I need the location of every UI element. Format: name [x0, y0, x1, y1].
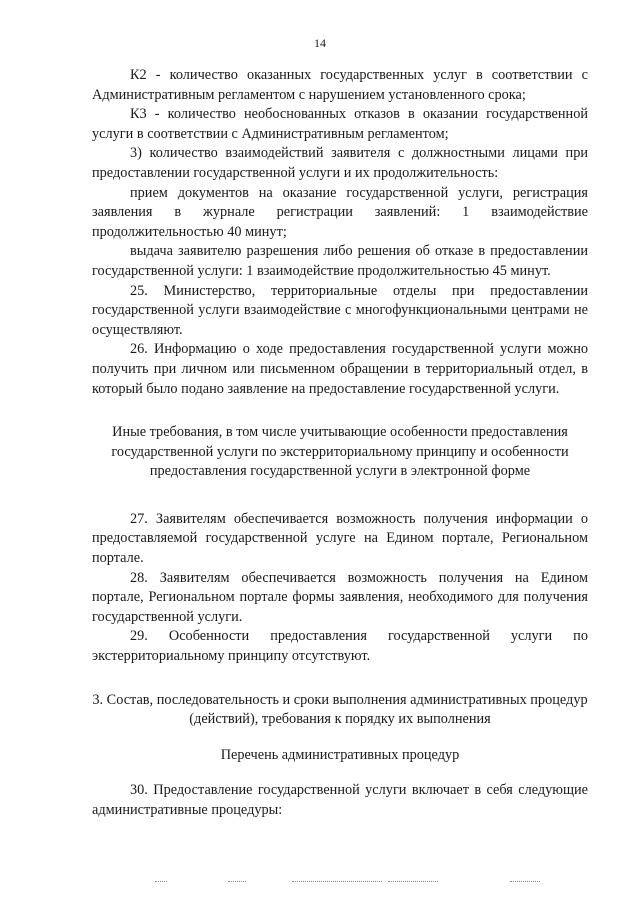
section-heading-other-requirements: Иные требования, в том числе учитывающие особенности предоставления государственной услуги по экстерриториальному принципу и особенности предоставления государственной услуги в электронной форме [111, 424, 569, 480]
paragraph-29: 29. Особенности предоставления государственной услуги по экстерриториальному принципу отсутствуют. [92, 628, 588, 665]
paragraph-document-reception: прием документов на оказание государственной услуги, регистрация заявления в журнале регистрации заявлений: 1 взаимодействие продолжительностью 40 минут; [92, 184, 588, 240]
scan-artifact-marks [0, 881, 640, 887]
paragraph-26: 26. Информацию о ходе предоставления государственной услуги можно получить при личном или письменном обращении в территориальный отдел, в который было подано заявление на предоставление государственной услуги. [92, 341, 588, 397]
page-number: 14 [314, 36, 326, 50]
paragraph-interactions: 3) количество взаимодействий заявителя с должностными лицами при предоставлении государственной услуги и их продолжительность: [92, 145, 588, 181]
paragraph-k2: К2 - количество оказанных государственных услуг в соответствии с Административным регламентом с нарушением установленного срока; [92, 67, 588, 103]
paragraph-28: 28. Заявителям обеспечивается возможность получения на Едином портале, Региональном портале формы заявления, необходимого для получения государственной услуги. [92, 569, 588, 625]
paragraph-k3: К3 - количество необоснованных отказов в оказании государственной услуги в соответствии с Административным регламентом; [92, 106, 588, 142]
subheading-procedures-list: Перечень административных процедур [220, 746, 460, 763]
paragraph-25: 25. Министерство, территориальные отделы при предоставлении государственной услуги взаимодействие с многофункциональными центрами не осуществляют. [92, 282, 588, 338]
document-body [92, 66, 588, 821]
section-heading-3: 3. Состав, последовательность и сроки выполнения административных процедур (действий), требования к порядку их выполнения [92, 691, 588, 728]
paragraph-27: 27. Заявителям обеспечивается возможность получения информации о предоставляемой государственной услуге на Едином портале, Региональном портале. [92, 510, 588, 567]
paragraph-permit-issue: выдача заявителю разрешения либо решения об отказе в предоставлении государственной услуги: 1 взаимодействие продолжительностью 45 минут. [92, 243, 588, 279]
paragraph-30: 30. Предоставление государственной услуги включает в себя следующие административные процедуры: [92, 782, 588, 818]
